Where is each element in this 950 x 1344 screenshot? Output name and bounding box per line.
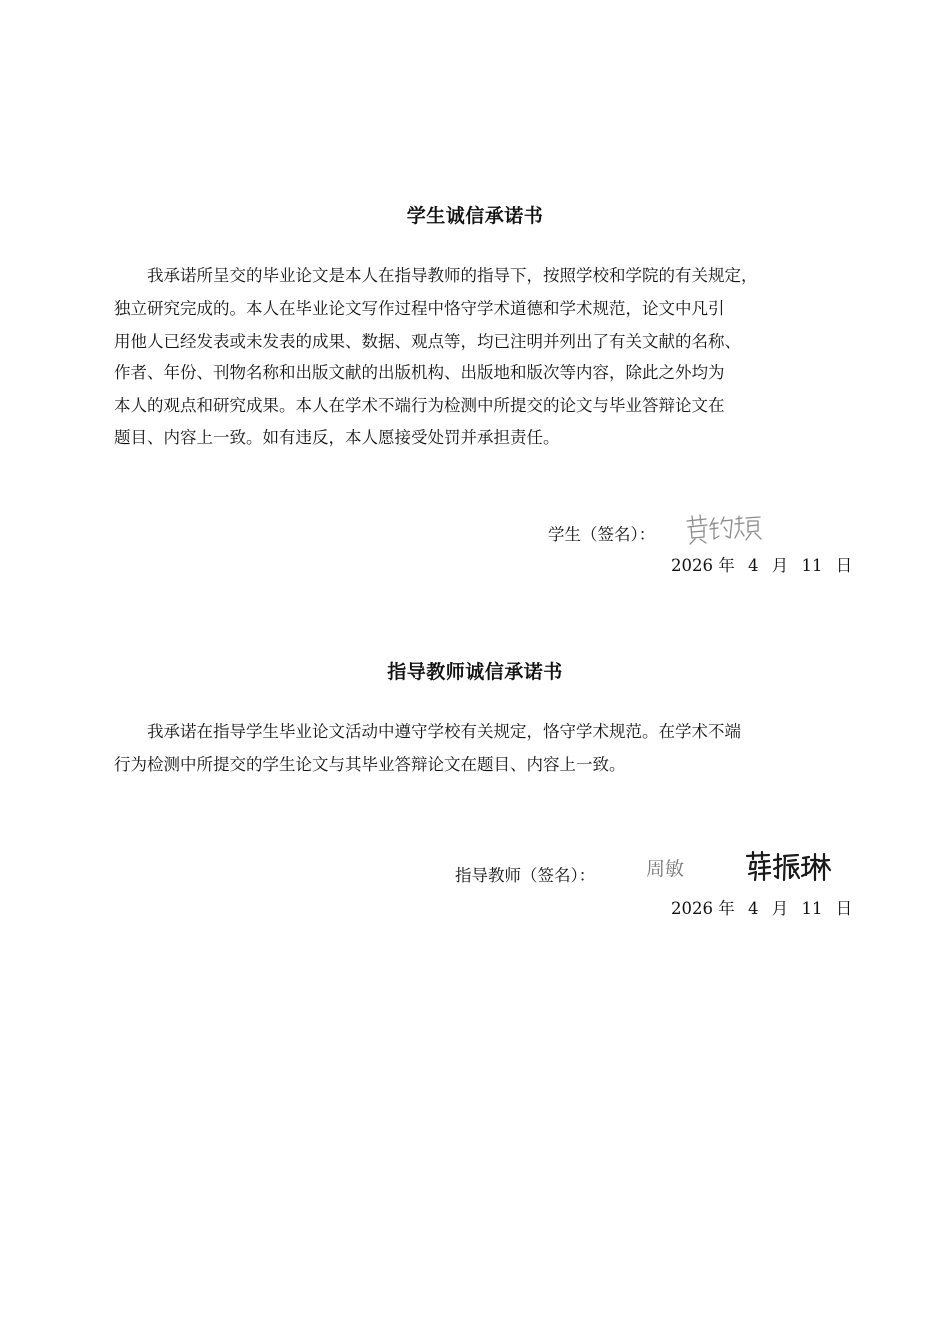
date-year: 2026 (671, 556, 713, 575)
date-month: 4 (748, 899, 759, 918)
paragraph-line: 题目、内容上一致。如有违反，本人愿接受处罚并承担责任。 (114, 428, 560, 447)
teacher-signature-label: 指导教师（签名）： (455, 866, 596, 885)
teacher-pledge-title: 指导教师诚信承诺书 (387, 661, 563, 683)
teacher-handwritten-signature (745, 850, 831, 884)
paragraph-line: 用他人已经发表或未发表的成果、数据、观点等，均已注明并列出了有关文献的名称、 (114, 332, 741, 351)
paragraph-line: 我承诺在指导学生毕业论文活动中遵守学校有关规定，恪守学术规范。在学术不端 (147, 722, 741, 741)
teacher-pledge-date (671, 897, 852, 921)
date-year-unit: 年 (718, 556, 735, 575)
date-year-unit: 年 (718, 899, 735, 918)
student-handwritten-signature (684, 512, 764, 546)
student-pledge-date (671, 554, 852, 578)
paragraph-line: 我承诺所呈交的毕业论文是本人在指导教师的指导下，按照学校和学院的有关规定， (147, 266, 758, 285)
date-day: 11 (801, 556, 823, 575)
date-day-unit: 日 (835, 556, 853, 575)
date-day-unit: 日 (835, 899, 853, 918)
paragraph-line: 作者、年份、刊物名称和出版文献的出版机构、出版地和版次等内容，除此之外均为 (114, 363, 725, 382)
date-month: 4 (748, 556, 759, 575)
paragraph-line: 行为检测中所提交的学生论文与其毕业答辩论文在题目、内容上一致。 (114, 755, 626, 774)
date-year: 2026 (671, 899, 713, 918)
student-pledge-title: 学生诚信承诺书 (406, 205, 544, 227)
student-signature-label: 学生（签名）： (548, 525, 656, 544)
date-day: 11 (801, 899, 823, 918)
paragraph-line: 独立研究完成的。本人在毕业论文写作过程中恪守学术道德和学术规范，论文中凡引 (114, 299, 725, 318)
teacher-signature-1: 周敏 (646, 858, 685, 880)
paragraph-line: 本人的观点和研究成果。本人在学术不端行为检测中所提交的论文与毕业答辩论文在 (114, 396, 725, 415)
date-month-unit: 月 (771, 899, 789, 918)
date-month-unit: 月 (771, 556, 789, 575)
